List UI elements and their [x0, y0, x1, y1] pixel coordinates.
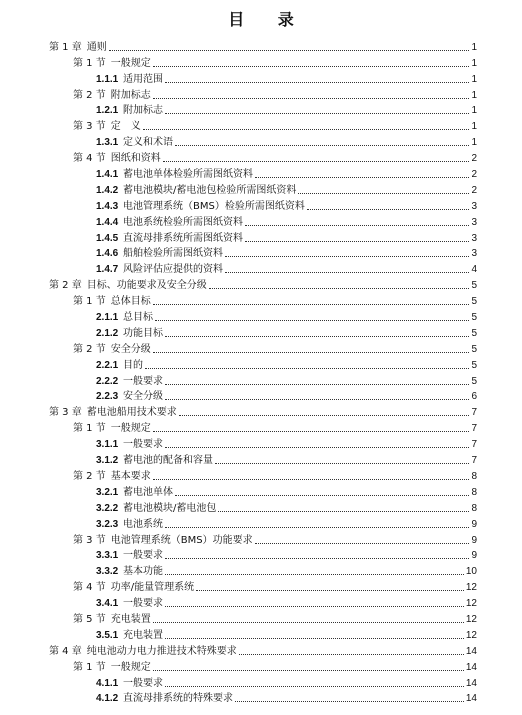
toc-entry-label: 纯电池动力电力推进技术特殊要求: [86, 645, 237, 657]
toc-entry-label: 风险评估应提供的资料: [123, 264, 223, 276]
toc-entry-page-number: 2: [471, 153, 477, 165]
toc-entry-number: 第 1 节: [73, 296, 106, 308]
dot-leader: [153, 431, 470, 432]
toc-entry-level-2[interactable]: [0, 117, 522, 133]
toc-entry-number: 第 1 节: [73, 57, 106, 69]
toc-entry-level-3[interactable]: [0, 133, 522, 149]
toc-entry-label: 蓄电池的配备和容量: [123, 455, 213, 467]
dot-leader: [307, 209, 470, 210]
toc-entry-level-3[interactable]: [0, 308, 522, 324]
toc-entry-page-number: 1: [471, 89, 477, 101]
toc-entry-label: 船舶检验所需图纸资料: [123, 248, 223, 260]
toc-entry-page-number: 7: [471, 407, 477, 419]
dot-leader: [145, 368, 469, 369]
toc-entry-number: 第 1 节: [73, 423, 106, 435]
toc-entry-level-2[interactable]: [0, 658, 522, 674]
toc-entry-number: 3.3.2: [96, 566, 119, 578]
dot-leader: [153, 479, 470, 480]
dot-leader: [215, 463, 469, 464]
toc-entry-number: 1.4.4: [96, 216, 119, 228]
toc-entry-level-3[interactable]: [0, 229, 522, 245]
toc-entry-page-number: 1: [471, 57, 477, 69]
toc-entry-level-2[interactable]: [0, 419, 522, 435]
toc-entry-level-2[interactable]: [0, 531, 522, 547]
toc-entry-label: 一般要求: [123, 375, 163, 387]
toc-entry-page-number: 7: [471, 423, 477, 435]
toc-entry-number: 第 4 节: [73, 582, 106, 594]
toc-entry-page-number: 12: [465, 629, 477, 641]
dot-leader: [153, 622, 464, 623]
toc-entry-level-3[interactable]: [0, 260, 522, 276]
dot-leader: [153, 66, 470, 67]
toc-entry-number: 3.1.2: [96, 455, 119, 467]
toc-entry-page-number: 3: [471, 216, 477, 228]
toc-entry-number: 第 2 节: [73, 470, 106, 482]
toc-entry-page-number: 14: [465, 645, 477, 657]
toc-entry-label: 蓄电池模块/蓄电池包检验所需图纸资料: [123, 184, 297, 196]
toc-entry-number: 1.4.2: [96, 184, 119, 196]
toc-entry-level-3[interactable]: [0, 594, 522, 610]
toc-entry-page-number: 12: [465, 613, 477, 625]
toc-entry-level-3[interactable]: [0, 562, 522, 578]
toc-entry-page-number: 8: [471, 486, 477, 498]
dot-leader: [245, 241, 469, 242]
toc-entry-label: 直流母排系统所需图纸资料: [123, 232, 243, 244]
dot-leader: [245, 225, 469, 226]
dot-leader: [235, 701, 464, 702]
toc-entry-number: 第 3 节: [73, 534, 106, 546]
dot-leader: [179, 415, 470, 416]
dot-leader: [239, 654, 464, 655]
dot-leader: [225, 272, 469, 273]
toc-entry-label: 一般规定: [110, 57, 151, 69]
toc-entry-number: 3.4.1: [96, 598, 119, 610]
dot-leader: [163, 161, 470, 162]
toc-entry-label: 蓄电池船用技术要求: [86, 407, 177, 419]
toc-entry-page-number: 5: [471, 312, 477, 324]
dot-leader: [165, 336, 469, 337]
toc-entry-level-3[interactable]: [0, 213, 522, 229]
toc-entry-page-number: 6: [471, 391, 477, 403]
toc-entry-label: 蓄电池模块/蓄电池包: [123, 502, 217, 514]
toc-entry-page-number: 5: [471, 343, 477, 355]
dot-leader: [255, 177, 469, 178]
toc-entry-label: 一般要求: [123, 677, 163, 689]
dot-leader: [218, 511, 469, 512]
toc-entry-level-3[interactable]: [0, 324, 522, 340]
toc-entry-level-3[interactable]: [0, 197, 522, 213]
toc-entry-level-3[interactable]: [0, 181, 522, 197]
dot-leader: [155, 320, 469, 321]
toc-entry-level-2[interactable]: [0, 578, 522, 594]
toc-entry-level-3[interactable]: [0, 547, 522, 563]
toc-entry-number: 1.3.1: [96, 137, 119, 149]
toc-entry-number: 2.1.1: [96, 312, 119, 324]
toc-entry-level-1[interactable]: [0, 38, 522, 54]
toc-entry-number: 4.1.2: [96, 693, 119, 705]
toc-entry-label: 功能目标: [123, 327, 163, 339]
toc-entry-page-number: 1: [471, 137, 477, 149]
dot-leader: [298, 193, 469, 194]
toc-entry-label: 目的: [123, 359, 143, 371]
toc-entry-number: 1.4.3: [96, 200, 119, 212]
toc-entry-label: 电池管理系统（BMS）功能要求: [110, 534, 253, 546]
toc-entry-page-number: 9: [471, 518, 477, 530]
toc-entry-page-number: 5: [471, 359, 477, 371]
dot-leader: [153, 670, 464, 671]
toc-entry-label: 通则: [86, 41, 107, 53]
toc-entry-number: 1.2.1: [96, 105, 119, 117]
toc-entry-number: 2.2.3: [96, 391, 119, 403]
toc-entry-label: 适用范围: [123, 73, 163, 85]
toc-entry-level-2[interactable]: [0, 467, 522, 483]
toc-entry-number: 3.3.1: [96, 550, 119, 562]
toc-entry-number: 2.2.2: [96, 375, 119, 387]
toc-entry-number: 第 2 节: [73, 89, 106, 101]
toc-entry-number: 3.5.1: [96, 629, 119, 641]
toc-entry-page-number: 8: [471, 502, 477, 514]
toc-entry-label: 定 义: [110, 121, 141, 133]
toc-entry-page-number: 14: [465, 677, 477, 689]
toc-entry-level-1[interactable]: [0, 403, 522, 419]
toc-entry-level-3[interactable]: [0, 388, 522, 404]
dot-leader: [165, 574, 464, 575]
toc-entry-page-number: 1: [471, 73, 477, 85]
toc-entry-level-2[interactable]: [0, 86, 522, 102]
toc-entry-level-3[interactable]: [0, 245, 522, 261]
toc-entry-label: 一般要求: [123, 550, 163, 562]
toc-entry-page-number: 5: [471, 375, 477, 387]
toc-entry-number: 第 4 节: [73, 153, 106, 165]
toc-entry-page-number: 12: [465, 582, 477, 594]
toc-entry-label: 电池管理系统（BMS）检验所需图纸资料: [123, 200, 305, 212]
toc-entry-number: 3.2.2: [96, 502, 119, 514]
toc-entry-page-number: 5: [471, 327, 477, 339]
toc-entry-label: 基本功能: [123, 566, 163, 578]
toc-entry-label: 附加标志: [123, 105, 163, 117]
toc-entry-label: 总体目标: [110, 296, 151, 308]
dot-leader: [165, 384, 469, 385]
toc-entry-label: 一般规定: [110, 423, 151, 435]
toc-entry-level-3[interactable]: [0, 674, 522, 690]
toc-entry-page-number: 12: [465, 598, 477, 610]
toc-entry-level-3[interactable]: [0, 165, 522, 181]
toc-entry-level-3[interactable]: [0, 483, 522, 499]
toc-list: [0, 38, 522, 705]
dot-leader: [165, 606, 464, 607]
toc-entry-level-2[interactable]: [0, 149, 522, 165]
toc-entry-level-3[interactable]: [0, 499, 522, 515]
toc-entry-number: 第 2 节: [73, 343, 106, 355]
toc-entry-level-1[interactable]: [0, 642, 522, 658]
toc-entry-label: 一般要求: [123, 439, 163, 451]
toc-entry-number: 第 1 节: [73, 661, 106, 673]
toc-entry-label: 蓄电池单体: [123, 486, 173, 498]
toc-entry-page-number: 14: [465, 693, 477, 705]
toc-entry-page-number: 2: [471, 169, 477, 181]
dot-leader: [109, 50, 470, 51]
page-title: 目 录: [228, 10, 308, 29]
toc-entry-level-2[interactable]: [0, 54, 522, 70]
dot-leader: [153, 98, 470, 99]
dot-leader: [175, 145, 469, 146]
toc-entry-level-3[interactable]: [0, 435, 522, 451]
toc-entry-level-2[interactable]: [0, 610, 522, 626]
toc-entry-number: 2.1.2: [96, 327, 119, 339]
dot-leader: [165, 399, 469, 400]
toc-entry-level-3[interactable]: [0, 690, 522, 706]
toc-entry-number: 1.1.1: [96, 73, 119, 85]
toc-entry-label: 附加标志: [110, 89, 151, 101]
toc-entry-label: 图纸和资料: [110, 153, 161, 165]
toc-entry-number: 1.4.6: [96, 248, 119, 260]
toc-entry-level-3[interactable]: [0, 102, 522, 118]
toc-entry-level-3[interactable]: [0, 70, 522, 86]
toc-entry-label: 一般规定: [110, 661, 151, 673]
dot-leader: [225, 256, 469, 257]
toc-entry-page-number: 3: [471, 248, 477, 260]
toc-entry-label: 充电装置: [110, 613, 151, 625]
toc-entry-page-number: 3: [471, 232, 477, 244]
toc-entry-number: 第 3 章: [49, 407, 82, 419]
toc-entry-page-number: 5: [471, 296, 477, 308]
dot-leader: [165, 527, 469, 528]
toc-entry-number: 第 4 章: [49, 645, 82, 657]
dot-leader: [165, 686, 464, 687]
toc-entry-page-number: 14: [465, 661, 477, 673]
toc-entry-page-number: 9: [471, 534, 477, 546]
toc-entry-label: 一般要求: [123, 598, 163, 610]
toc-entry-level-3[interactable]: [0, 451, 522, 467]
toc-entry-page-number: 8: [471, 470, 477, 482]
toc-entry-page-number: 7: [471, 439, 477, 451]
dot-leader: [165, 638, 464, 639]
dot-leader: [196, 590, 464, 591]
toc-entry-page-number: 2: [471, 184, 477, 196]
toc-entry-number: 2.2.1: [96, 359, 119, 371]
toc-entry-label: 基本要求: [110, 470, 151, 482]
toc-entry-number: 第 5 节: [73, 613, 106, 625]
toc-entry-label: 充电装置: [123, 629, 163, 641]
toc-entry-level-3[interactable]: [0, 372, 522, 388]
toc-entry-label: 目标、功能要求及安全分级: [86, 280, 207, 292]
toc-entry-page-number: 10: [465, 566, 477, 578]
toc-entry-page-number: 4: [471, 264, 477, 276]
toc-entry-number: 1.4.1: [96, 169, 119, 181]
toc-entry-level-3[interactable]: [0, 356, 522, 372]
toc-entry-number: 3.2.1: [96, 486, 119, 498]
toc-entry-level-3[interactable]: [0, 626, 522, 642]
toc-entry-number: 3.2.3: [96, 518, 119, 530]
toc-entry-number: 1.4.7: [96, 264, 119, 276]
toc-entry-number: 4.1.1: [96, 677, 119, 689]
toc-entry-page-number: 1: [471, 41, 477, 53]
toc-entry-page-number: 9: [471, 550, 477, 562]
dot-leader: [165, 113, 469, 114]
toc-entry-label: 电池系统: [123, 518, 163, 530]
toc-entry-number: 1.4.5: [96, 232, 119, 244]
toc-entry-level-2[interactable]: [0, 340, 522, 356]
toc-entry-number: 第 1 章: [49, 41, 82, 53]
toc-entry-label: 直流母排系统的特殊要求: [123, 693, 233, 705]
toc-entry-page-number: 5: [471, 280, 477, 292]
toc-entry-label: 安全分级: [123, 391, 163, 403]
dot-leader: [153, 304, 470, 305]
dot-leader: [255, 543, 470, 544]
dot-leader: [175, 495, 469, 496]
toc-entry-label: 电池系统检验所需图纸资料: [123, 216, 243, 228]
toc-entry-number: 第 2 章: [49, 280, 82, 292]
toc-entry-level-2[interactable]: [0, 292, 522, 308]
toc-entry-level-3[interactable]: [0, 515, 522, 531]
toc-entry-label: 总目标: [123, 312, 153, 324]
toc-entry-label: 蓄电池单体检验所需图纸资料: [123, 169, 253, 181]
dot-leader: [165, 82, 469, 83]
toc-entry-level-1[interactable]: [0, 276, 522, 292]
toc-entry-label: 安全分级: [110, 343, 151, 355]
dot-leader: [165, 558, 469, 559]
toc-entry-page-number: 7: [471, 455, 477, 467]
dot-leader: [165, 447, 469, 448]
toc-entry-page-number: 1: [471, 121, 477, 133]
toc-entry-label: 定义和术语: [123, 137, 173, 149]
toc-entry-number: 第 3 节: [73, 121, 106, 133]
toc-entry-page-number: 1: [471, 105, 477, 117]
dot-leader: [209, 288, 470, 289]
toc-entry-page-number: 3: [471, 200, 477, 212]
dot-leader: [143, 129, 470, 130]
dot-leader: [153, 352, 470, 353]
toc-entry-number: 3.1.1: [96, 439, 119, 451]
toc-entry-label: 功率/能量管理系统: [110, 582, 195, 594]
